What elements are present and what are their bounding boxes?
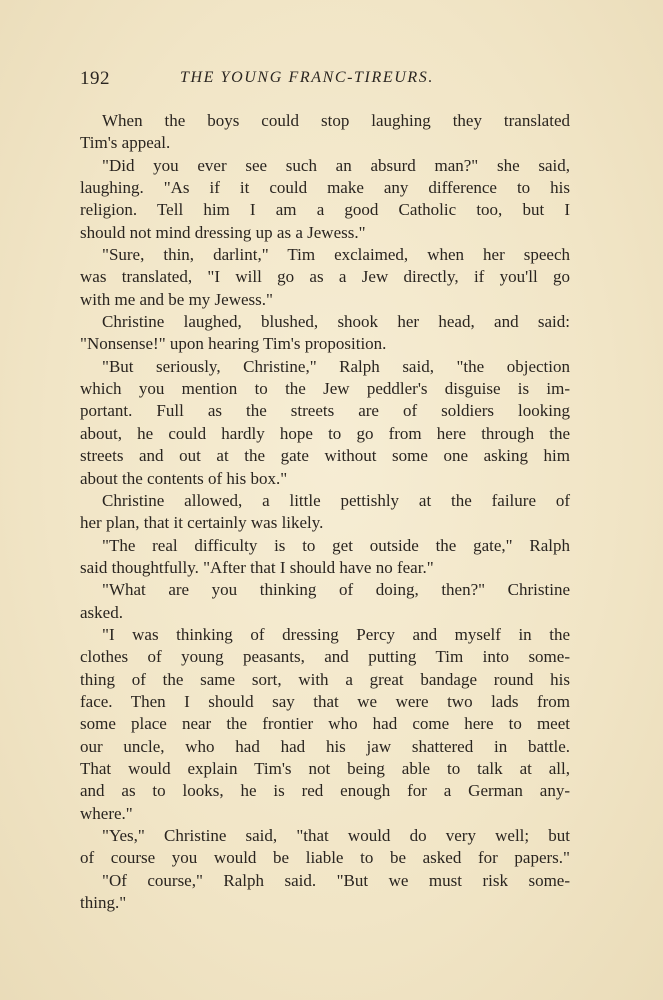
running-title: THE YOUNG FRANC-TIREURS.	[180, 69, 434, 86]
text-line: which you mention to the Jew peddler's disguise is im-	[80, 379, 570, 399]
text-line: about the contents of his box."	[80, 468, 288, 488]
text-line: Tim's appeal.	[80, 133, 171, 153]
text-line: of course you would be liable to be asked for papers."	[80, 848, 570, 868]
text-line: where."	[80, 803, 133, 823]
text-line: "Nonsense!" upon hearing Tim's proposition.	[80, 334, 387, 354]
text-line: When the boys could stop laughing they translated	[102, 111, 570, 130]
text-line: "The real difficulty is to get outside the gate," Ralph	[102, 535, 570, 555]
text-line: was translated, "I will go as a Jew directly, if you'll go	[80, 267, 570, 287]
text-line: thing of the same sort, with a great bandage round his	[80, 669, 570, 689]
text-line: her plan, that it certainly was likely.	[80, 513, 324, 533]
text-line: "Yes," Christine said, "that would do very well; but	[102, 826, 570, 845]
text-line: about, he could hardly hope to go from here through the	[80, 423, 570, 443]
text-line: streets and out at the gate without some one asking him	[80, 446, 570, 466]
text-line: religion. Tell him I am a good Catholic too, but I	[80, 200, 570, 220]
text-line: with me and be my Jewess."	[80, 289, 273, 309]
text-line: said thoughtfully. "After that I should have no fear."	[80, 557, 434, 577]
text-line: some place near the frontier who had come here to meet	[80, 714, 570, 734]
text-line: face. Then I should say that we were two lads from	[80, 691, 570, 711]
text-line: "Of course," Ralph said. "But we must risk some-	[102, 870, 570, 890]
text-line: asked.	[80, 602, 123, 622]
text-line: "But seriously, Christine," Ralph said, "the objection	[102, 356, 570, 376]
text-line: "I was thinking of dressing Percy and myself in the	[102, 624, 570, 644]
text-line: Christine laughed, blushed, shook her head, and said:	[102, 312, 570, 332]
page-header	[80, 68, 570, 92]
text-line: "Did you ever see such an absurd man?" she said,	[102, 155, 570, 175]
page-number: 192	[80, 68, 110, 89]
body-text	[80, 110, 570, 914]
text-line: That would explain Tim's not being able to talk at all,	[80, 758, 570, 778]
text-line: "What are you thinking of doing, then?" Christine	[102, 580, 570, 600]
text-line: Christine allowed, a little pettishly at the failure of	[102, 490, 570, 510]
text-line: laughing. "As if it could make any difference to his	[80, 178, 570, 198]
text-line: our uncle, who had had his jaw shattered in battle.	[80, 736, 570, 756]
text-line: "Sure, thin, darlint," Tim exclaimed, when her speech	[102, 245, 570, 265]
text-line: thing."	[80, 893, 127, 913]
text-line: clothes of young peasants, and putting Tim into some-	[80, 647, 570, 667]
text-line: and as to looks, he is red enough for a German any-	[80, 781, 570, 801]
text-line: portant. Full as the streets are of soldiers looking	[80, 401, 570, 421]
text-line: should not mind dressing up as a Jewess."	[80, 222, 366, 242]
